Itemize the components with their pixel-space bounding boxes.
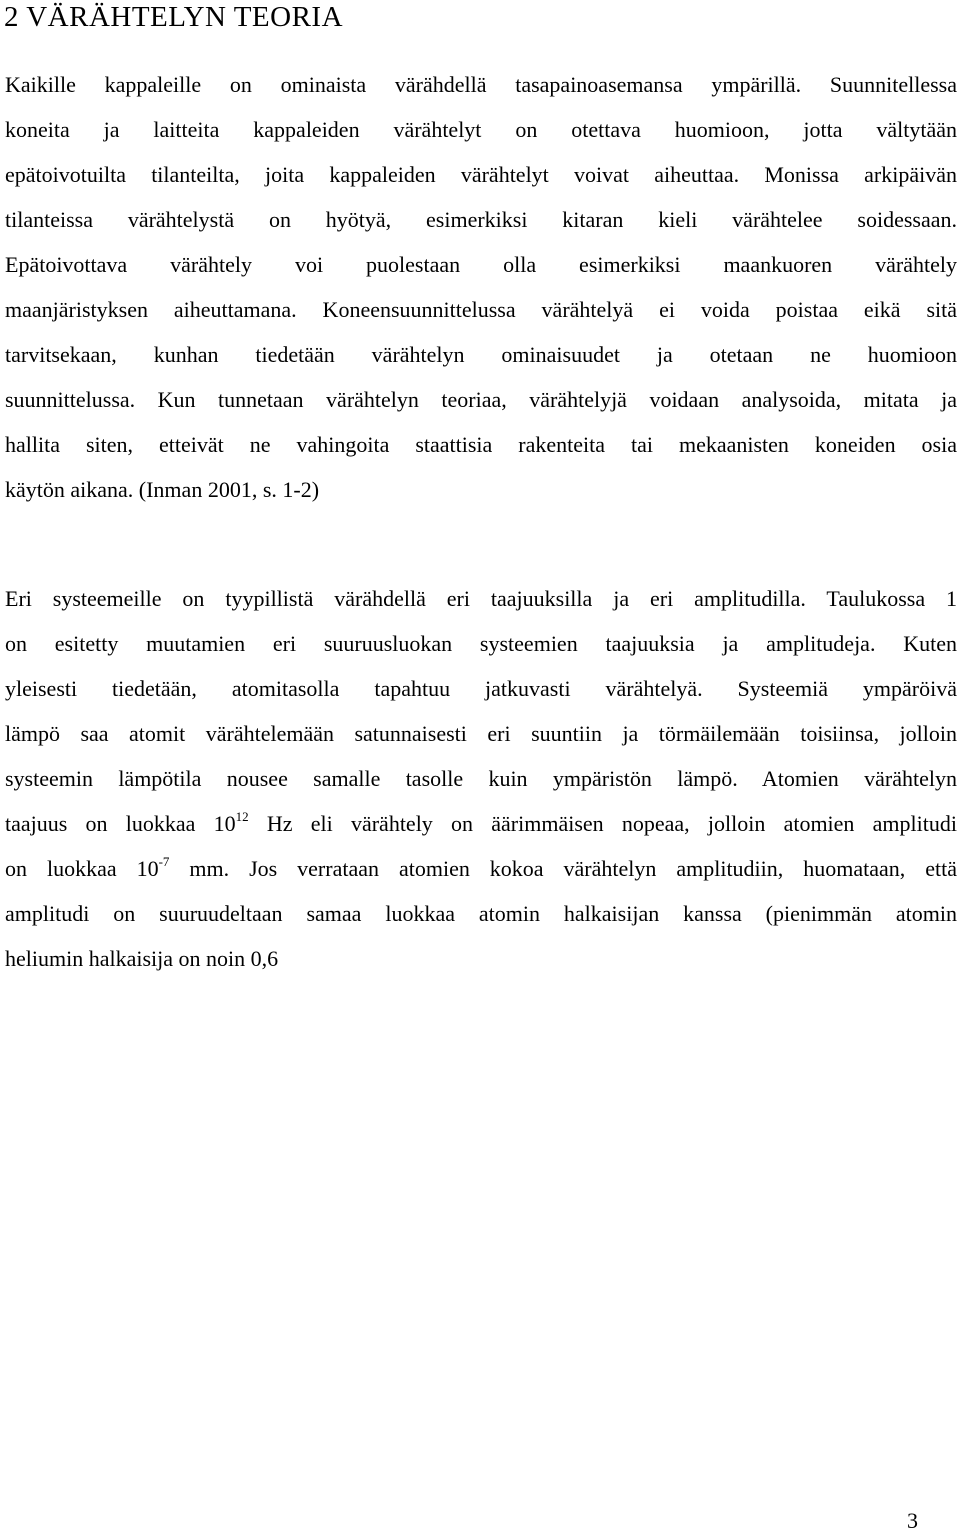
paragraph-2-line: heliumin halkaisija on noin 0,6 — [5, 946, 279, 971]
paragraph-1-line: koneita ja laitteita kappaleiden värähtelyt on otettava huomioon, jotta vältytään — [5, 117, 957, 142]
exponent-minus-7: -7 — [158, 854, 170, 869]
paragraph-2-line: lämpö saa atomit värähtelemään satunnaisesti eri suuntiin ja törmäilemään toisiinsa, jolloin — [5, 721, 957, 746]
paragraph-1-line: Kaikille kappaleille on ominaista värähdellä tasapainoasemansa ympärillä. Suunnitellessa — [5, 72, 957, 97]
section-heading: 2 VÄRÄHTELYN TEORIA — [4, 1, 344, 33]
paragraph-1-line: tilanteissa värähtelystä on hyötyä, esimerkiksi kitaran kieli värähtelee soidessaan. — [5, 207, 957, 232]
paragraph-1 — [5, 62, 957, 512]
page-number: 3 — [907, 1508, 918, 1533]
paragraph-2 — [5, 576, 957, 981]
paragraph-1-line: Epätoivottava värähtely voi puolestaan olla esimerkiksi maankuoren värähtely — [5, 252, 957, 277]
paragraph-2-line — [5, 801, 957, 846]
paragraph-2-line — [5, 846, 957, 891]
exponent-12: 12 — [235, 809, 249, 824]
paragraph-1-line: maanjäristyksen aiheuttamana. Koneensuunnittelussa värähtelyä ei voida poistaa eikä sitä — [5, 297, 957, 322]
paragraph-2-line: systeemin lämpötila nousee samalle tasolle kuin ympäristön lämpö. Atomien värähtelyn — [5, 766, 957, 791]
paragraph-2-line: amplitudi on suuruudeltaan samaa luokkaa atomin halkaisijan kanssa (pienimmän atomin — [5, 901, 957, 926]
paragraph-1-line: hallita siten, etteivät ne vahingoita staattisia rakenteita tai mekaanisten koneiden osia — [5, 432, 957, 457]
paragraph-2-line: on esitetty muutamien eri suuruusluokan systeemien taajuuksia ja amplitudeja. Kuten — [5, 631, 957, 656]
paragraph-2-line: Eri systeemeille on tyypillistä värähdellä eri taajuuksilla ja eri amplitudilla. Taulukossa 1 — [5, 586, 957, 611]
paragraph-1-line: käytön aikana. (Inman 2001, s. 1-2) — [5, 477, 320, 502]
paragraph-1-line: suunnittelussa. Kun tunnetaan värähtelyn teoriaa, värähtelyjä voidaan analysoida, mitata ja — [5, 387, 957, 412]
paragraph-1-line: epätoivotuilta tilanteilta, joita kappaleiden värähtelyt voivat aiheuttaa. Monissa arkipäivän — [5, 162, 957, 187]
line6-text-after: Hz eli värähtely on äärimmäisen nopeaa, jolloin atomien amplitudi — [248, 811, 957, 836]
line6-text-before: taajuus on luokkaa 10 — [5, 811, 236, 836]
paragraph-2-line: yleisesti tiedetään, atomitasolla tapahtuu jatkuvasti värähtelyä. Systeemiä ympäröivä — [5, 676, 957, 701]
line7-text-after: mm. Jos verrataan atomien kokoa värähtelyn amplitudiin, huomataan, että — [169, 856, 957, 881]
paragraph-1-line: tarvitsekaan, kunhan tiedetään värähtelyn ominaisuudet ja otetaan ne huomioon — [5, 342, 957, 367]
line7-text-before: on luokkaa 10 — [5, 856, 159, 881]
